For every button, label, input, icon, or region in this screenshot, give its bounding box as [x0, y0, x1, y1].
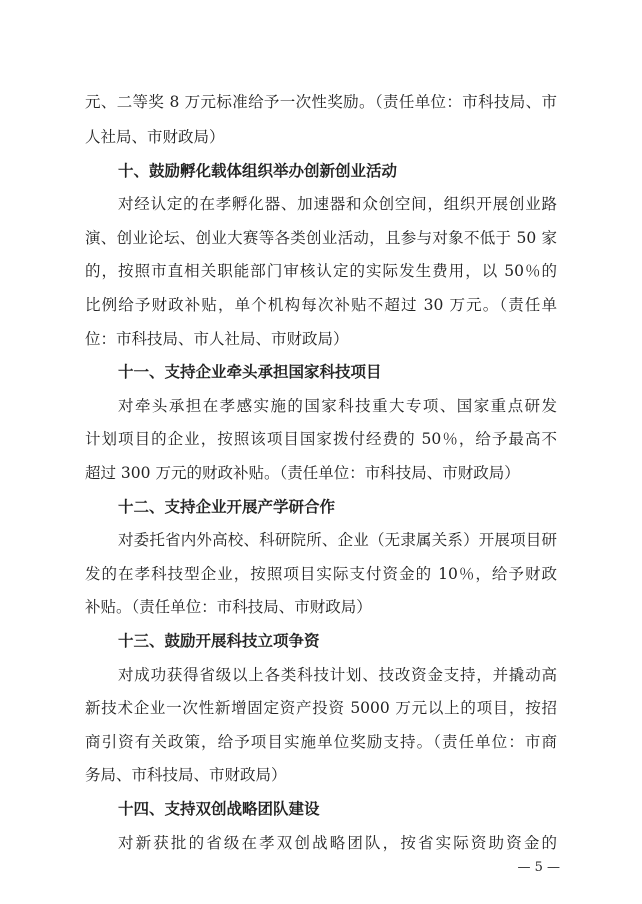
section-heading: 十二、支持企业开展产学研合作	[118, 498, 336, 516]
text-line: 的，按照市直相关职能部门审核认定的实际发生费用，以 50％的	[85, 262, 557, 280]
text-line: 计划项目的企业，按照该项目国家拨付经费的 50％，给予最高不	[85, 430, 557, 448]
text-line: 人社局、市财政局）	[85, 128, 225, 146]
text-line: 对牵头承担在孝感实施的国家科技重大专项、国家重点研发	[118, 397, 557, 415]
text-line: 商引资有关政策，给予项目实施单位奖励支持。（责任单位：市商	[85, 733, 557, 751]
text-line: 位：市科技局、市人社局、市财政局）	[85, 330, 349, 348]
text-line: 对成功获得省级以上各类科技计划、技改资金支持，并撬动高	[118, 666, 557, 684]
text-line: 元、二等奖 8 万元标准给予一次性奖励。（责任单位：市科技局、市	[85, 93, 557, 111]
text-line: 务局、市科技局、市财政局）	[85, 766, 287, 784]
text-line: 对委托省内外高校、科研院所、企业（无隶属关系）开展项目研	[118, 531, 557, 549]
text-line: 超过 300 万元的财政补贴。（责任单位：市科技局、市财政局）	[85, 464, 520, 482]
section-heading: 十一、支持企业牵头承担国家科技项目	[118, 363, 382, 381]
text-line: 对经认定的在孝孵化器、加速器和众创空间，组织开展创业路	[118, 195, 557, 213]
text-line: 比例给予财政补贴，单个机构每次补贴不超过 30 万元。（责任单	[85, 296, 557, 314]
text-line: 新技术企业一次性新增固定资产投资 5000 万元以上的项目，按招	[85, 699, 557, 717]
text-line: 演、创业论坛、创业大赛等各类创业活动，且参与对象不低于 50 家	[85, 229, 557, 247]
text-line: 补贴。（责任单位：市科技局、市财政局）	[85, 598, 372, 616]
text-line: 发的在孝科技型企业，按照项目实际支付资金的 10％，给予财政	[85, 565, 557, 583]
page-number: — 5 —	[517, 860, 560, 875]
section-heading: 十、鼓励孵化载体组织举办创新创业活动	[118, 162, 398, 180]
text-line: 对新获批的省级在孝双创战略团队，按省实际资助资金的	[118, 834, 557, 852]
section-heading: 十四、支持双创战略团队建设	[118, 800, 320, 818]
section-heading: 十三、鼓励开展科技立项争资	[118, 632, 320, 650]
